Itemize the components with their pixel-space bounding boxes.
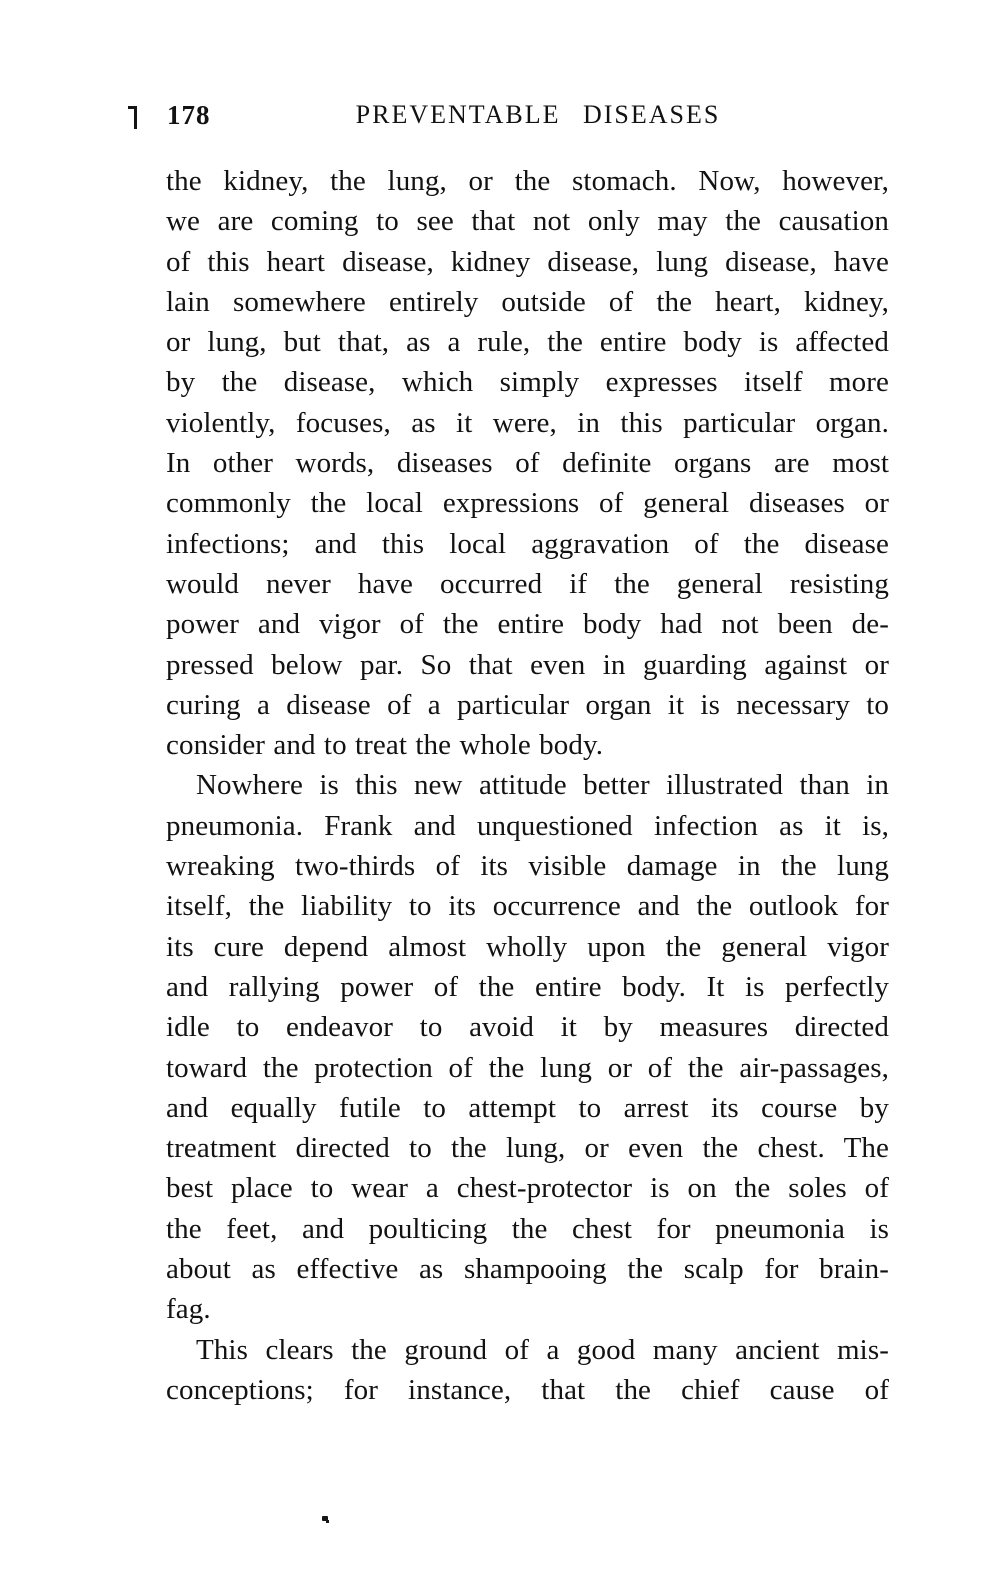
text-line: or lung, but that, as a rule, the entire body is affected [166, 326, 889, 359]
text-line: itself, the liability to its occurrence and the outlook for [166, 890, 889, 923]
text-line: lain somewhere entirely outside of the heart, kidney, [166, 285, 889, 318]
text-line: its cure depend almost wholly upon the general vigor [166, 930, 889, 963]
text-line: fag. [166, 1293, 211, 1326]
text-line: curing a disease of a particular organ it is necessary to [166, 688, 889, 721]
text-line: the feet, and poulticing the chest for pneumonia is [166, 1212, 889, 1245]
text-line: infections; and this local aggravation of the disease [166, 527, 889, 560]
scan-artifact-vertical-bar [134, 106, 137, 129]
text-line: violently, focuses, as it were, in this particular organ. [166, 406, 889, 439]
text-line: pneumonia. Frank and unquestioned infection as it is, [166, 809, 889, 842]
scan-artifact-horizontal-bar [128, 106, 137, 109]
text-line: toward the protection of the lung or of the air-passages, [166, 1051, 889, 1084]
page-number: 178 [167, 100, 211, 130]
text-line: Nowhere is this new attitude better illustrated than in [196, 769, 889, 802]
text-line: would never have occurred if the general resisting [166, 567, 889, 600]
text-line: and rallying power of the entire body. It is perfectly [166, 970, 889, 1003]
running-head-title: PREVENTABLE DISEASES [355, 100, 721, 129]
text-line: by the disease, which simply expresses itself more [166, 366, 889, 399]
running-head [166, 100, 889, 134]
text-line: about as effective as shampooing the scalp for brain- [166, 1253, 889, 1286]
text-line: of this heart disease, kidney disease, lung disease, have [166, 245, 889, 278]
text-line: This clears the ground of a good many ancient mis- [196, 1333, 889, 1366]
text-line: commonly the local expressions of general diseases or [166, 487, 889, 520]
text-line: we are coming to see that not only may the causation [166, 205, 889, 238]
text-line: and equally futile to attempt to arrest its course by [166, 1091, 889, 1124]
text-line: best place to wear a chest-protector is on the soles of [166, 1172, 889, 1205]
scan-artifact-mark [128, 106, 137, 129]
ink-speck [322, 1516, 328, 1521]
text-line: consider and to treat the whole body. [166, 729, 604, 762]
text-line: power and vigor of the entire body had not been de- [166, 608, 889, 641]
text-block [166, 161, 889, 1410]
text-line: wreaking two-thirds of its visible damage in the lung [166, 850, 889, 883]
text-line: conceptions; for instance, that the chief cause of [166, 1373, 889, 1406]
text-line: idle to endeavor to avoid it by measures directed [166, 1011, 889, 1044]
text-line: treatment directed to the lung, or even the chest. The [166, 1132, 889, 1165]
text-line: pressed below par. So that even in guarding against or [166, 648, 889, 681]
text-line: the kidney, the lung, or the stomach. Now, however, [166, 165, 889, 197]
text-line: In other words, diseases of definite organs are most [166, 447, 889, 480]
